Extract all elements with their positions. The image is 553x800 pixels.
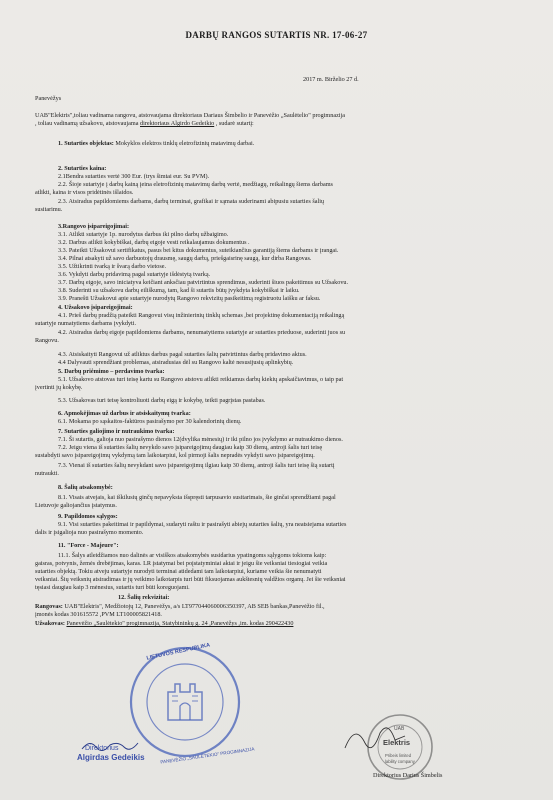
section-2-line: 2.3. Atsiradus papildomiems darbams, darbų terminai, grafikai ir sąmata suderinami abipusiu sutarties šalių: [58, 198, 325, 205]
document-title: DARBŲ RANGOS SUTARTIS NR. 17-06-27: [185, 30, 368, 40]
section-11-head: 11. "Force - Majeure":: [58, 542, 119, 549]
section-3-line: 3.4. Pilnai atsakyti už savo darbuotojų drausmę, saugų darbą, priešgaisrinę saugą, kur dirba Rangovas.: [58, 255, 312, 262]
section-4-line: Rangovu.: [35, 337, 59, 344]
company-stamp-text: UAB: [394, 726, 405, 732]
stamp-text-top: LIETUVOS RESPUBLIKA: [146, 642, 211, 662]
section-11-line: sutarties objektą. Tokiu atveju sutartyje nurodyti terminai atidedami tam laikotarpiui, kuriame veikia šie nenumatyti: [35, 568, 322, 575]
right-signature: [340, 718, 410, 758]
section-9-line: dalis ir įsigalioja nuo pasirašymo momento.: [35, 529, 144, 536]
section-3-line: 3.9. Pranešti Užsakovui apie sutartyje nurodytų Rangovo rekvizitų pasikeitimą registruotu laišku ar faksu.: [58, 295, 321, 302]
company-stamp-sub: Pribeis limited: [385, 753, 412, 758]
section-3-line: 3.1. Atlikti sutartyje 1p. nurodytus darbus iki pilno darbų užbaigimo.: [58, 231, 229, 238]
left-signer-title: Direktorius: [85, 745, 119, 752]
section-8-head: 8. Šalių atsakomybė:: [58, 484, 113, 491]
section-6-line: 6.1. Mokama po sąskaitos-faktūros pasirašymo per 30 kalendorinių dienų.: [58, 418, 242, 425]
section-4-line: sutartyje numatytiems darbams įvykdyti.: [35, 320, 137, 327]
section-3-line: 3.5. Užtikrinti tvarką ir švarą darbo vietose.: [58, 263, 167, 270]
left-signature: [80, 737, 140, 753]
section-7-line: nutraukti.: [35, 470, 59, 477]
section-7-line: 7.1. Ši sutartis, galioja nuo pasirašymo dienos 12(dvylika mėnesių) ir iki pilno jos įvykdymo ar nutraukimo dienos.: [58, 436, 343, 443]
intro-line-1: UAB"Elektris",toliau vadinama rangovu, atstovaujama direktoriaus Dariaus Šimbelio ir Panevėžio „Saulėtelio" progimnazija: [35, 112, 345, 119]
section-11-line: gaisras, potvynis, žemės drebėjimas, karas. LR įstatymai bei poįstatyminiai aktai ir jeigu šie veiksniai tiesiogiai veikia: [35, 560, 328, 567]
company-stamp-name: Elektris: [383, 738, 411, 747]
section-5-head: 5. Darbų priėmimo – perdavimo tvarka:: [58, 368, 165, 375]
section-7-line: 7.3. Vienai iš sutarties šalių nevykdant savo įsipareigojimų ilgiau kaip 30 dienų, antroji šalis turi teisę šią sutartį: [58, 462, 335, 469]
section-7-line: sustabdyti savo įsipareigojimų vykdymą tam laikotarpiui, kol pirmoji šalis nepradės vykdyti savo įsipareigojimų.: [35, 452, 315, 459]
section-3-line: 3.6. Vykdyti darbų pridavimą pagal sutartyje išdėstytą tvarką.: [58, 271, 211, 278]
contractor-details: Rangovas: UAB"Elektris", Medžiotojų 12, Panevėžys, a/s LT977044060006350397, AB SEB bankas,Panevėžio fil.,: [35, 603, 325, 610]
section-4-line: 4.1. Prieš darbų pradžią pateikti Rangovui visų inžinierinių tinklų schemas ,bei projektinę dokumentaciją reikalingą: [58, 312, 345, 319]
section-12-head: 12. Šalių rekvizitai:: [118, 594, 170, 601]
section-5-line: 5.3. Užsakovas turi teisę kontroliuoti darbų eigą ir kokybę, teikti pagrįstas pastabas.: [58, 397, 266, 404]
document-city: Panevėžys: [35, 95, 62, 102]
company-stamp-sub2: lability company: [385, 759, 415, 764]
section-4-line: 4.3. Atsiskaityti Rangovui už atliktus darbus pagal sutarties šalių patvirtintus darbų pridavimo aktus.: [58, 351, 307, 358]
section-6-head: 6. Apmokėjimas už darbus ir atsiskaitymų tvarka:: [58, 410, 191, 417]
section-7-head: 7. Sutarties galiojimo ir nutraukimo tvarka:: [58, 428, 175, 435]
section-1: 1. Sutarties objektas: Mokyklos elektros tinklų eletrofizinių matavimų darbai.: [58, 140, 255, 147]
left-signer-name: Algirdas Gedeikis: [77, 753, 145, 762]
section-2-line: susitarimu.: [35, 206, 63, 213]
section-2-head: 2. Sutarties kaina:: [58, 165, 107, 172]
section-5-line: 5.1. Užsakovo atstovas turi teisę kartu su Rangovo atstovu atlikti reikiamus darbų kiekių apskaičiavimus, o taip pat: [58, 376, 344, 383]
section-3-line: 3.7. Darbų eigoje, savo iniciatyva keičiant anksčiau patvirtintus sprendimus, suderinti šiuos pakeitimus su Užsakovu.: [58, 279, 349, 286]
school-stamp: [128, 640, 243, 765]
stamp-text-bottom: PANEVĖŽIO „SAULĖTEKIO" PROGIMNAZIJA: [160, 746, 255, 765]
customer-details: Užsakovas: Panevėžio „Saulėtekio" progimnazija, Statybininkų g. 24 ,Panevėžys ,im. kodas 290422430: [35, 620, 294, 627]
section-9-head: 9. Papildomos sąlygos:: [58, 513, 118, 520]
section-3-line: 3.8. Suderinti su užsakovu darbų eiliškumą, tam, kad ši sutartis būtų įvykdyta kokybiškai ir laiku.: [58, 287, 300, 294]
customer-representative: direktoriaus Algirdo Gedeikio: [140, 120, 215, 127]
section-11-line: 11.1. Šalys atleidžiamos nuo dalinės ar visiškos atsakomybės susidarius ypatingoms sąlygoms tokioms kaip:: [58, 552, 327, 559]
section-4-line: 4.2. Atsiradus darbų eigoje papildomiems darbams, nenumatytiems sutartyje ar sutarties prieduose, suderinti juos su: [58, 329, 346, 336]
section-4-line: 4.4 Dalyvauti sprendžiant problemas, atsiradusias dėl su Rangovo kaltė nesusijusių aplinkybių.: [58, 359, 294, 366]
section-2-line: atlikti, kaina ir visos pridėtinės išlaidos.: [35, 189, 134, 196]
section-3-line: 3.3. Pateikti Užsakovui sertifikatus, pasus bei kitus dokumentus, suteikiančius garantiją šiems darbams ir įrangai.: [58, 247, 339, 254]
section-4-head: 4. Užsakovo įsipareigojimai:: [58, 304, 133, 311]
section-9-line: 9.1. Visi sutarties pakeitimai ir papildymai, sudaryti raštu ir pasirašyti abiejų sutarties šalių, yra neatsiejama sutarties: [58, 521, 347, 528]
section-7-line: 7.2. Jeigu viena iš sutarties šalių nevykdo savo įsipareigojimų daugiau kaip 30 dienų, antroji šalis turi teisę: [58, 444, 323, 451]
section-3-line: 3.2. Darbus atlikti kokybiškai, darbų eigoje vesti reikalaujamus dokumentus .: [58, 239, 250, 246]
document-date: 2017 m. Birželio 27 d.: [303, 76, 359, 83]
contractor-details-2: įmonės kodas 301615572 ,PVM LT100005821418.: [35, 611, 162, 618]
section-8-line: 8.1. Visais atvejais, kai iškilusių ginčų nepavyksta išspręsti tarpusavio susitarimais, šie ginčai sprendžiami pagal: [58, 494, 336, 501]
section-8-line: Lietuvoje galiojančius įstatymus.: [35, 502, 117, 509]
section-2-line: 2.1Bendra sutarties vertė 300 Eur. (trys šimtai eur. Su PVM).: [58, 173, 210, 180]
section-11-line: tęsiasi daugiau kaip 3 mėnesius, sutartis turi būti koreguojami.: [35, 584, 190, 591]
section-5-line: įvertinti jų kokybę.: [35, 384, 83, 391]
right-signer: Direktorius Darius Šimbelis: [373, 772, 443, 779]
section-3-head: 3.Rangovo įsipareigojimai:: [58, 223, 130, 230]
section-2-line: 2.2. Šioje sutartyje į darbų kainą įeina eletrofizinių matavimų darbų vertė, medžiagų, reikalingų šiems darbams: [58, 181, 333, 188]
intro-line-2: , toliau vadinamą užsakovu, atstovaujama direktoriaus Algirdo Gedeikio , sudarė sutartį:: [35, 120, 254, 127]
section-11-line: veiksniai. Šių veiksnių atsiradimas ir jų veikimo laikotarpis turi būti fiksuojamas aukštesnių valdžios organų. Jei šie veiksniai: [35, 576, 346, 583]
